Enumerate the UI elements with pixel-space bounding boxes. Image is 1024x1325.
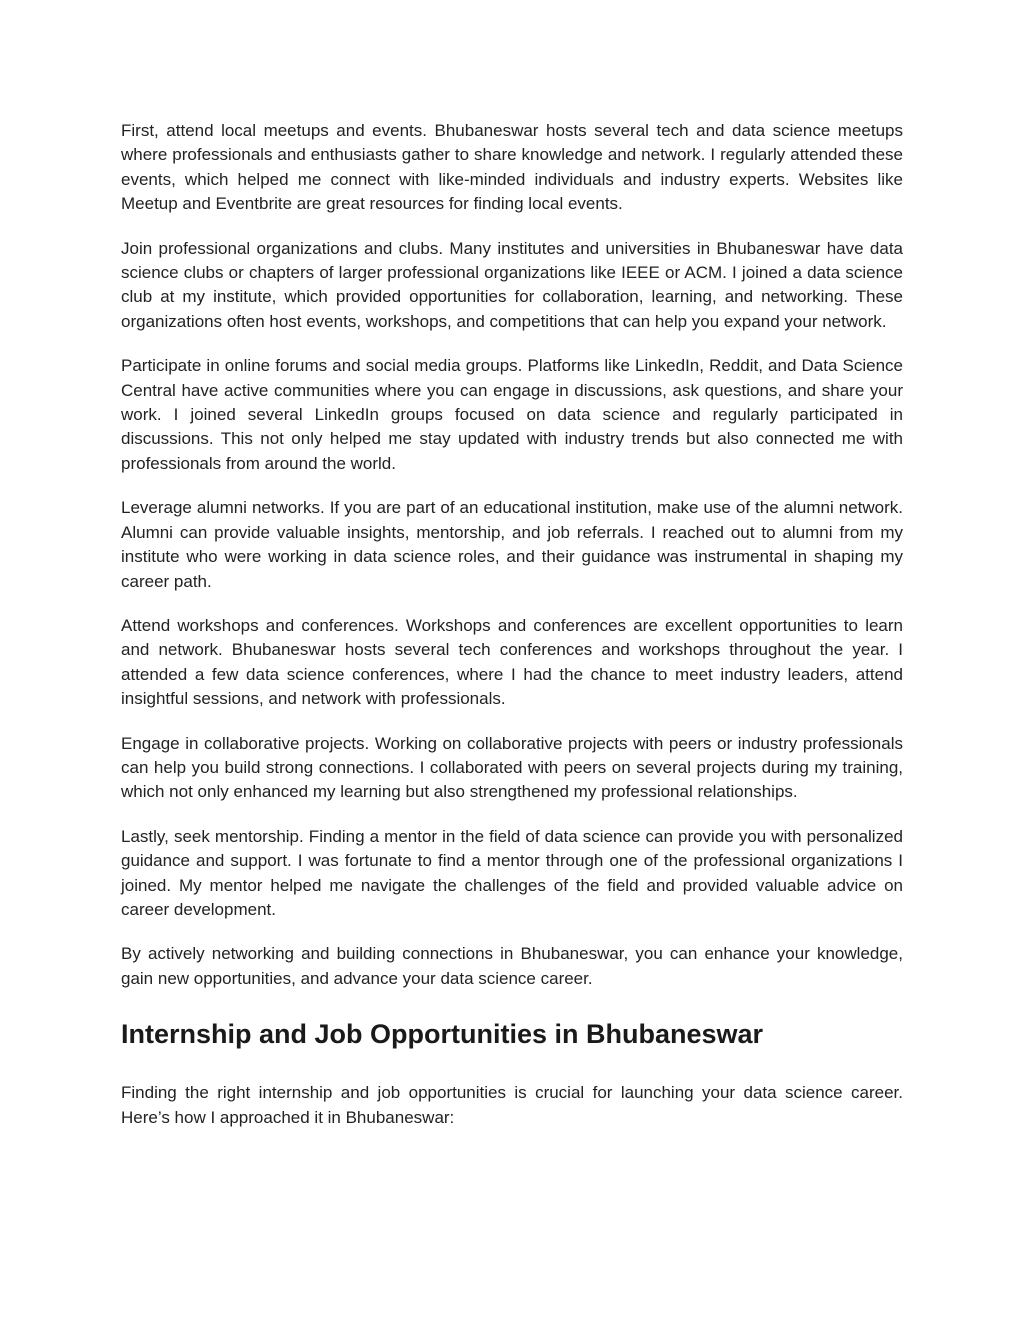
document-page xyxy=(121,119,903,1150)
paragraph-meetups: First, attend local meetups and events. Bhubaneswar hosts several tech and data science meetups where professionals and enthusiasts gather to share knowledge and network. I regularly attended these events, which helped me connect with like-minded individuals and industry experts. Websites like Meetup and Eventbrite are great resources for finding local events. xyxy=(121,121,903,214)
paragraph-collaborative-projects: Engage in collaborative projects. Working on collaborative projects with peers or industry professionals can help you build strong connections. I collaborated with peers on several projects during my training, which not only enhanced my learning but also strengthened my professional relationships. xyxy=(121,733,903,802)
paragraph-organizations: Join professional organizations and clubs. Many institutes and universities in Bhubaneswar have data science clubs or chapters of larger professional organizations like IEEE or ACM. I joined a data science club at my institute, which provided opportunities for collaboration, learning, and networking. These organizations often host events, workshops, and competitions that can help you expand your network. xyxy=(121,238,903,331)
paragraph-alumni: Leverage alumni networks. If you are part of an educational institution, make use of the alumni network. Alumni can provide valuable insights, mentorship, and job referrals. I reached out to alumni from my institute who were working in data science roles, and their guidance was instrumental in shaping my career path. xyxy=(121,498,903,591)
paragraph-mentorship: Lastly, seek mentorship. Finding a mentor in the field of data science can provide you with personalized guidance and support. I was fortunate to find a mentor through one of the professional organizations I joined. My mentor helped me navigate the challenges of the field and provided valuable advice on career development. xyxy=(121,826,903,919)
paragraph-conclusion: By actively networking and building connections in Bhubaneswar, you can enhance your knowledge, gain new opportunities, and advance your data science career. xyxy=(121,944,903,988)
paragraph-workshops: Attend workshops and conferences. Workshops and conferences are excellent opportunities to learn and network. Bhubaneswar hosts several tech conferences and workshops throughout the year. I attended a few data science conferences, where I had the chance to meet industry leaders, attend insightful sessions, and network with professionals. xyxy=(121,615,903,709)
paragraph-internship-intro: Finding the right internship and job opportunities is crucial for launching your data science career. Here’s how I approached it in Bhubaneswar: xyxy=(121,1083,903,1127)
section-heading: Internship and Job Opportunities in Bhubaneswar xyxy=(121,1019,764,1050)
paragraph-online-forums: Participate in online forums and social media groups. Platforms like LinkedIn, Reddit, and Data Science Central have active communities where you can engage in discussions, ask questions, and share your work. I joined several LinkedIn groups focused on data science and regularly participated in discussions. This not only helped me stay updated with industry trends but also connected me with professionals from around the world. xyxy=(121,356,903,473)
